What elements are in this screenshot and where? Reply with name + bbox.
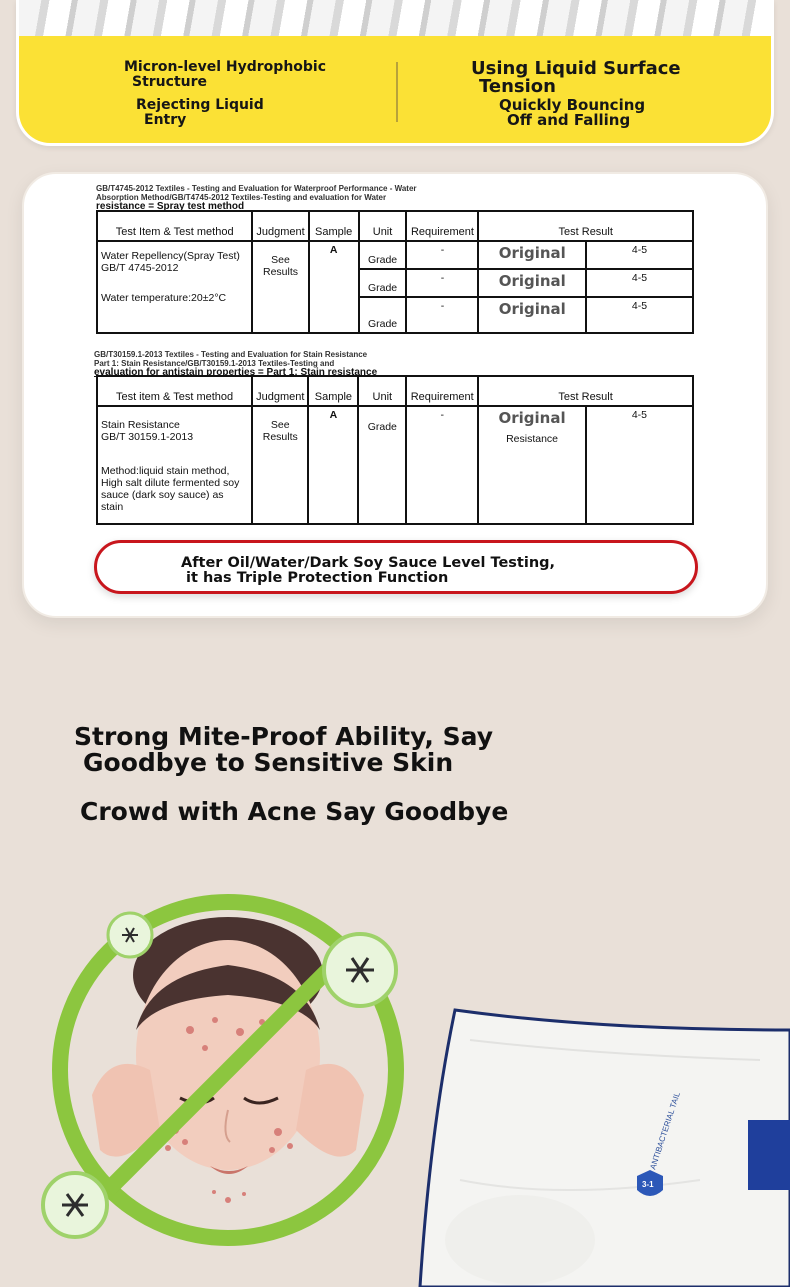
test-report-card [22,172,768,618]
acne-headline: Crowd with Acne Say Goodbye [80,797,509,826]
table-row [97,241,693,269]
header-requirement: Requirement [406,211,478,241]
stain-sample-cell: A [308,406,358,524]
water-judgment-cell: See Results [252,241,308,333]
feature-surface-tension: Using Liquid Surface Tension [471,58,681,97]
pillow-badge-text: 3-1 [642,1180,654,1189]
requirement-cell: - [406,406,478,524]
sample-label-cell: Original [478,269,586,297]
fabric-photo-strip [19,0,771,36]
table-row [97,406,693,524]
feature-banner [16,0,774,146]
mite-bubble-icon [324,934,396,1006]
header-requirement: Requirement [406,376,478,406]
pillow-image [420,1010,790,1287]
result-cell: 4-5 [586,241,693,269]
water-sample-cell: A [309,241,359,333]
mite-illustration [0,880,790,1287]
banner-divider [396,62,398,122]
sample-label-cell: Original [478,241,586,269]
pillow-tag-label: ANTIBACTERIAL TAIL [648,1091,682,1171]
unit-cell: Grade [359,241,407,269]
feature-rejecting-liquid: Rejecting Liquid Entry [136,97,264,128]
header-unit: Unit [359,211,407,241]
stain-test-item-cell: Stain Resistance GB/T 30159.1-2013 Method:liquid stain method, High salt dilute fermented soy sauce (dark soy sauce) as stain [97,406,252,524]
feature-bouncing-off: Quickly Bouncing Off and Falling [499,96,646,129]
stain-judgment-cell: See Results [252,406,308,524]
sample-label-cell: Original [478,297,586,333]
feature-hydrophobic-structure: Micron-level Hydrophobic Structure [124,59,327,90]
header-sample: Sample [308,376,358,406]
header-test-result: Test Result [478,376,693,406]
water-test-standard-title: GB/T4745-2012 Textiles - Testing and Evaluation for Waterproof Performance - Water Absorption Method/GB/T4745-2012 Textiles-Testing and evaluation for Water resistance = Spray test method [96,184,417,212]
mite-proof-headline: Strong Mite-Proof Ability, Say Goodbye to Sensitive Skin [74,722,494,777]
unit-cell: Grade [359,297,407,333]
result-cell: 4-5 [586,297,693,333]
table-header-row [97,376,693,406]
header-judgment: Judgment [252,376,308,406]
header-unit: Unit [358,376,406,406]
unit-cell: Grade [359,269,407,297]
requirement-cell: - [406,269,478,297]
mite-bubble-icon [108,913,152,957]
requirement-cell: - [406,241,478,269]
header-test-result: Test Result [478,211,693,241]
result-cell: 4-5 [586,406,693,524]
header-sample: Sample [309,211,359,241]
result-cell: 4-5 [586,269,693,297]
water-test-table [96,210,694,334]
mite-bubble-icon [43,1173,107,1237]
stain-test-table [96,375,694,525]
sample-label-cell: Original Resistance [478,406,586,524]
unit-cell: Grade [358,406,406,524]
stain-test-standard-title: GB/T30159.1-2013 Textiles - Testing and Evaluation for Stain Resistance Part 1: Stain Resistance/GB/T30159.1-2013 Textiles-Testing and evaluation for antistain properties = Part 1: Stain resistance [94,350,378,378]
requirement-cell: - [406,297,478,333]
conclusion-pill: After Oil/Water/Dark Soy Sauce Level Testing, it has Triple Protection Function [94,540,698,594]
header-test-item: Test item & Test method [97,376,252,406]
header-test-item: Test Item & Test method [97,211,252,241]
water-test-item-cell: Water Repellency(Spray Test) GB/T 4745-2012 Water temperature:20±2°C [97,241,252,333]
header-judgment: Judgment [252,211,308,241]
table-header-row [97,211,693,241]
